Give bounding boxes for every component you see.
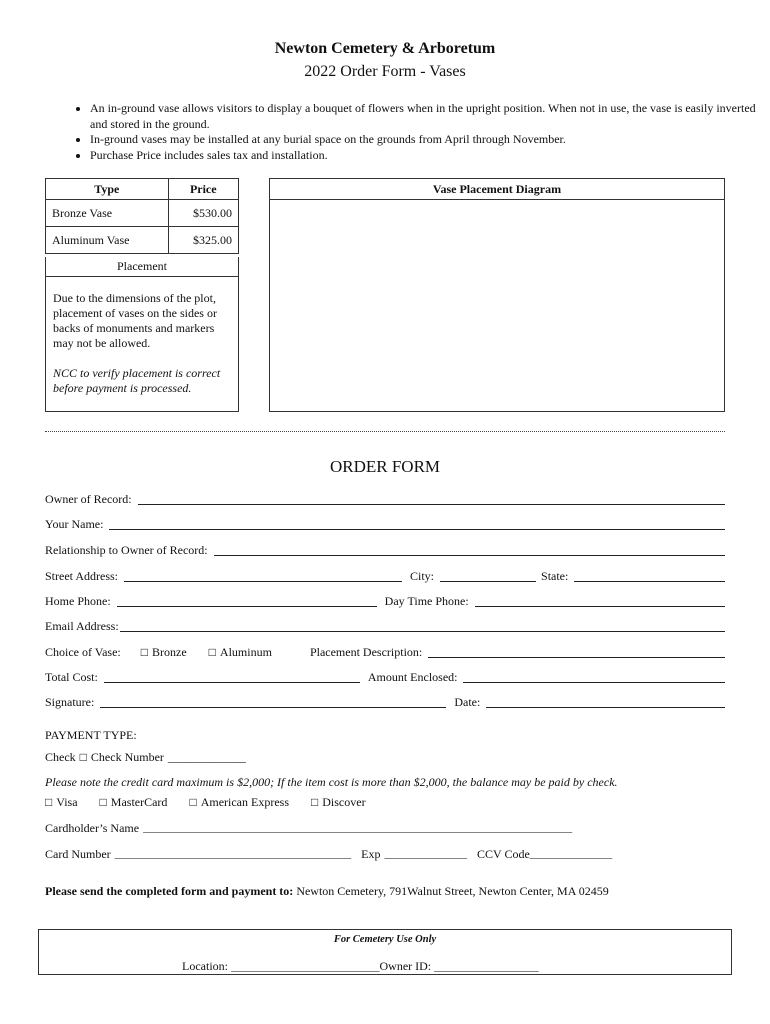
- vase-type: Aluminum Vase: [46, 227, 169, 254]
- owner-id-label: Owner ID:: [379, 959, 432, 973]
- your-name-field[interactable]: [109, 518, 725, 530]
- relationship-label: Relationship to Owner of Record:: [45, 543, 208, 557]
- mastercard-label: MasterCard: [110, 795, 168, 809]
- placement-desc-field[interactable]: [428, 646, 725, 658]
- price-table: [45, 178, 239, 254]
- visa-checkbox[interactable]: □: [45, 795, 53, 809]
- amex-checkbox[interactable]: □: [189, 795, 197, 809]
- street-field[interactable]: [124, 570, 402, 582]
- info-bullet: • Purchase Price includes sales tax and installation.: [90, 148, 770, 164]
- total-cost-field[interactable]: [104, 671, 360, 683]
- price-table-header-price: Price: [168, 179, 238, 200]
- placement-note: NCC to verify placement is correct before payment is processed.: [53, 366, 221, 395]
- mastercard-option[interactable]: [100, 795, 168, 809]
- table-row: [46, 227, 239, 254]
- check-number-label: Check Number: [90, 750, 164, 764]
- credit-note-row: [45, 773, 725, 789]
- vase-choice-row: [45, 643, 725, 659]
- diagram-heading: Vase Placement Diagram: [270, 179, 724, 200]
- location-label: Location:: [182, 959, 228, 973]
- signature-label: Signature:: [45, 695, 95, 709]
- day-phone-label: Day Time Phone:: [384, 594, 469, 608]
- placement-text: Due to the dimensions of the plot, placement of vases on the sides or backs of monuments and markers may not be allowed.: [53, 291, 217, 350]
- vase-type: Bronze Vase: [46, 200, 169, 227]
- visa-label: Visa: [56, 795, 78, 809]
- check-row: [45, 748, 725, 764]
- check-checkbox[interactable]: □: [79, 750, 87, 764]
- check-number-field[interactable]: _____________: [167, 750, 246, 764]
- vase-price: $325.00: [168, 227, 238, 254]
- send-instructions-bold: Please send the completed form and payment to:: [45, 884, 294, 898]
- credit-card-note: Please note the credit card maximum is $2,000; If the item cost is more than $2,000, the balance may be paid by check.: [45, 775, 618, 789]
- ccv-label: CCV Code: [477, 847, 530, 861]
- state-field[interactable]: [574, 570, 725, 582]
- card-type-row: [45, 793, 725, 809]
- bronze-label: Bronze: [152, 645, 187, 659]
- amex-option[interactable]: [189, 795, 289, 809]
- email-field[interactable]: [120, 620, 725, 632]
- bronze-option[interactable]: [141, 645, 187, 659]
- page-title: Newton Cemetery & Arboretum: [274, 40, 496, 57]
- card-number-row: [45, 845, 725, 861]
- page-subtitle: 2022 Order Form - Vases: [304, 63, 466, 80]
- placement-desc-label: Placement Description:: [309, 645, 423, 659]
- state-label: State:: [541, 569, 569, 583]
- cardholder-label: Cardholder’s Name: [45, 821, 140, 835]
- vase-placement-diagram[interactable]: [269, 178, 725, 412]
- cut-line-divider: [45, 431, 725, 432]
- total-cost-label: Total Cost:: [45, 670, 98, 684]
- location-field[interactable]: ___________________________: [230, 961, 380, 973]
- cemetery-use-box: [38, 929, 732, 975]
- aluminum-option[interactable]: [209, 645, 272, 659]
- table-row: [46, 200, 239, 227]
- payment-heading-row: [45, 726, 725, 742]
- price-table-header-type: Type: [46, 179, 169, 200]
- ccv-field[interactable]: _______________: [529, 848, 613, 860]
- city-field[interactable]: [440, 570, 536, 582]
- street-label: Street Address:: [45, 569, 118, 583]
- placement-heading: Placement: [45, 257, 239, 277]
- home-phone-label: Home Phone:: [45, 594, 111, 608]
- aluminum-label: Aluminum: [219, 645, 272, 659]
- payment-type-heading: PAYMENT TYPE:: [45, 728, 137, 742]
- mastercard-checkbox[interactable]: □: [99, 795, 107, 809]
- cardholder-field[interactable]: ______________________________________________________________________________: [143, 822, 573, 834]
- info-bullet: • An in-ground vase allows visitors to display a bouquet of flowers when in the upright position. When not in use, the vase is easily inverted and stored in the ground.: [90, 101, 770, 132]
- discover-option[interactable]: [311, 795, 366, 809]
- owner-row: [45, 490, 725, 506]
- send-instructions: [45, 884, 725, 899]
- city-label: City:: [410, 569, 435, 583]
- send-address: Newton Cemetery, 791Walnut Street, Newton Center, MA 02459: [296, 884, 609, 898]
- amex-label: American Express: [200, 795, 289, 809]
- signature-field[interactable]: [100, 696, 446, 708]
- bronze-checkbox[interactable]: □: [140, 645, 149, 659]
- amount-enclosed-field[interactable]: [463, 671, 725, 683]
- owner-field[interactable]: [138, 493, 725, 505]
- check-label: Check: [45, 750, 76, 764]
- exp-field[interactable]: _______________: [384, 848, 467, 860]
- info-bullet-list: [45, 101, 770, 163]
- email-row: [45, 617, 725, 633]
- amount-enclosed-label: Amount Enclosed:: [367, 670, 458, 684]
- email-label: Email Address:: [45, 619, 119, 633]
- exp-label: Exp: [361, 847, 381, 861]
- date-field[interactable]: [486, 696, 725, 708]
- vase-price: $530.00: [168, 200, 238, 227]
- phone-row: [45, 592, 725, 608]
- cost-row: [45, 668, 725, 684]
- discover-checkbox[interactable]: □: [311, 795, 319, 809]
- choice-label: Choice of Vase:: [45, 645, 121, 659]
- owner-id-field[interactable]: ___________________: [434, 961, 539, 973]
- your-name-row: [45, 515, 725, 531]
- order-form-title: ORDER FORM: [329, 457, 441, 476]
- your-name-label: Your Name:: [45, 517, 104, 531]
- home-phone-field[interactable]: [117, 595, 377, 607]
- address-row: [45, 567, 725, 583]
- card-number-label: Card Number: [45, 847, 111, 861]
- date-label: Date:: [454, 695, 481, 709]
- day-phone-field[interactable]: [475, 595, 725, 607]
- signature-row: [45, 693, 725, 709]
- relationship-row: [45, 541, 725, 557]
- card-number-field[interactable]: ___________________________________________: [114, 848, 352, 860]
- info-bullet: • In-ground vases may be installed at any burial space on the grounds from April through November.: [90, 132, 770, 148]
- cemetery-use-title: For Cemetery Use Only: [333, 934, 437, 945]
- aluminum-checkbox[interactable]: □: [208, 645, 216, 659]
- visa-option[interactable]: [45, 795, 78, 809]
- cemetery-use-fields: [182, 959, 539, 974]
- placement-info: [45, 277, 239, 412]
- relationship-field[interactable]: [214, 544, 725, 556]
- owner-label: Owner of Record:: [45, 492, 132, 506]
- discover-label: Discover: [322, 795, 366, 809]
- cardholder-row: [45, 819, 725, 835]
